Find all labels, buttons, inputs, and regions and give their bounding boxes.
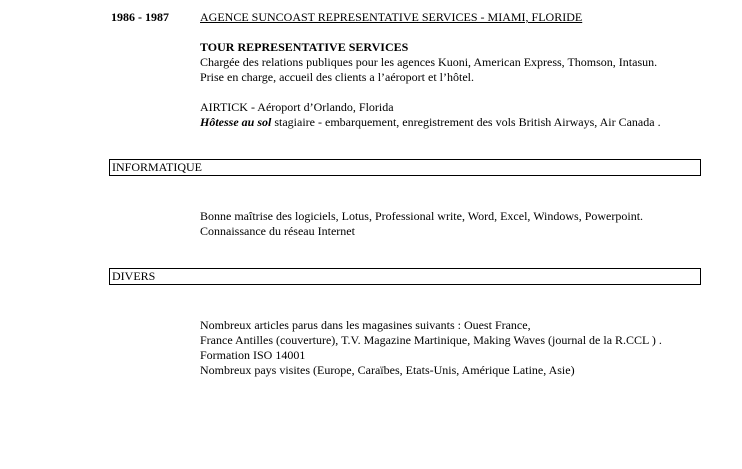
airtick-title: AIRTICK - Aéroport d’Orlando, Florida <box>200 100 394 114</box>
informatique-heading: INFORMATIQUE <box>109 159 701 176</box>
experience-agency: AGENCE SUNCOAST REPRESENTATIVE SERVICES - MIAMI, FLORIDE <box>200 10 583 24</box>
tour-line: Chargée des relations publiques pour les agences Kuoni, American Express, Thomson, Intasun. <box>200 55 658 69</box>
airtick-line <box>200 115 661 130</box>
divers-line: Nombreux pays visites (Europe, Caraïbes, Etats-Unis, Amérique Latine, Asie) <box>200 363 575 377</box>
informatique-line: Bonne maîtrise des logiciels, Lotus, Professional write, Word, Excel, Windows, Powerpoint. <box>200 209 644 223</box>
airtick-detail: stagiaire - embarquement, enregistrement des vols British Airways, Air Canada . <box>271 115 661 129</box>
divers-heading: DIVERS <box>109 268 701 285</box>
divers-line: Formation ISO 14001 <box>200 348 306 362</box>
divers-line: France Antilles (couverture), T.V. Magazine Martinique, Making Waves (journal de la R.CCL ) . <box>200 333 662 347</box>
informatique-line: Connaissance du réseau Internet <box>200 224 355 238</box>
tour-line: Prise en charge, accueil des clients a l’aéroport et l’hôtel. <box>200 70 474 84</box>
experience-period: 1986 - 1987 <box>111 10 169 24</box>
divers-line: Nombreux articles parus dans les magasines suivants : Ouest France, <box>200 318 531 332</box>
tour-title: TOUR REPRESENTATIVE SERVICES <box>200 40 409 54</box>
airtick-role: Hôtesse au sol <box>200 115 272 129</box>
